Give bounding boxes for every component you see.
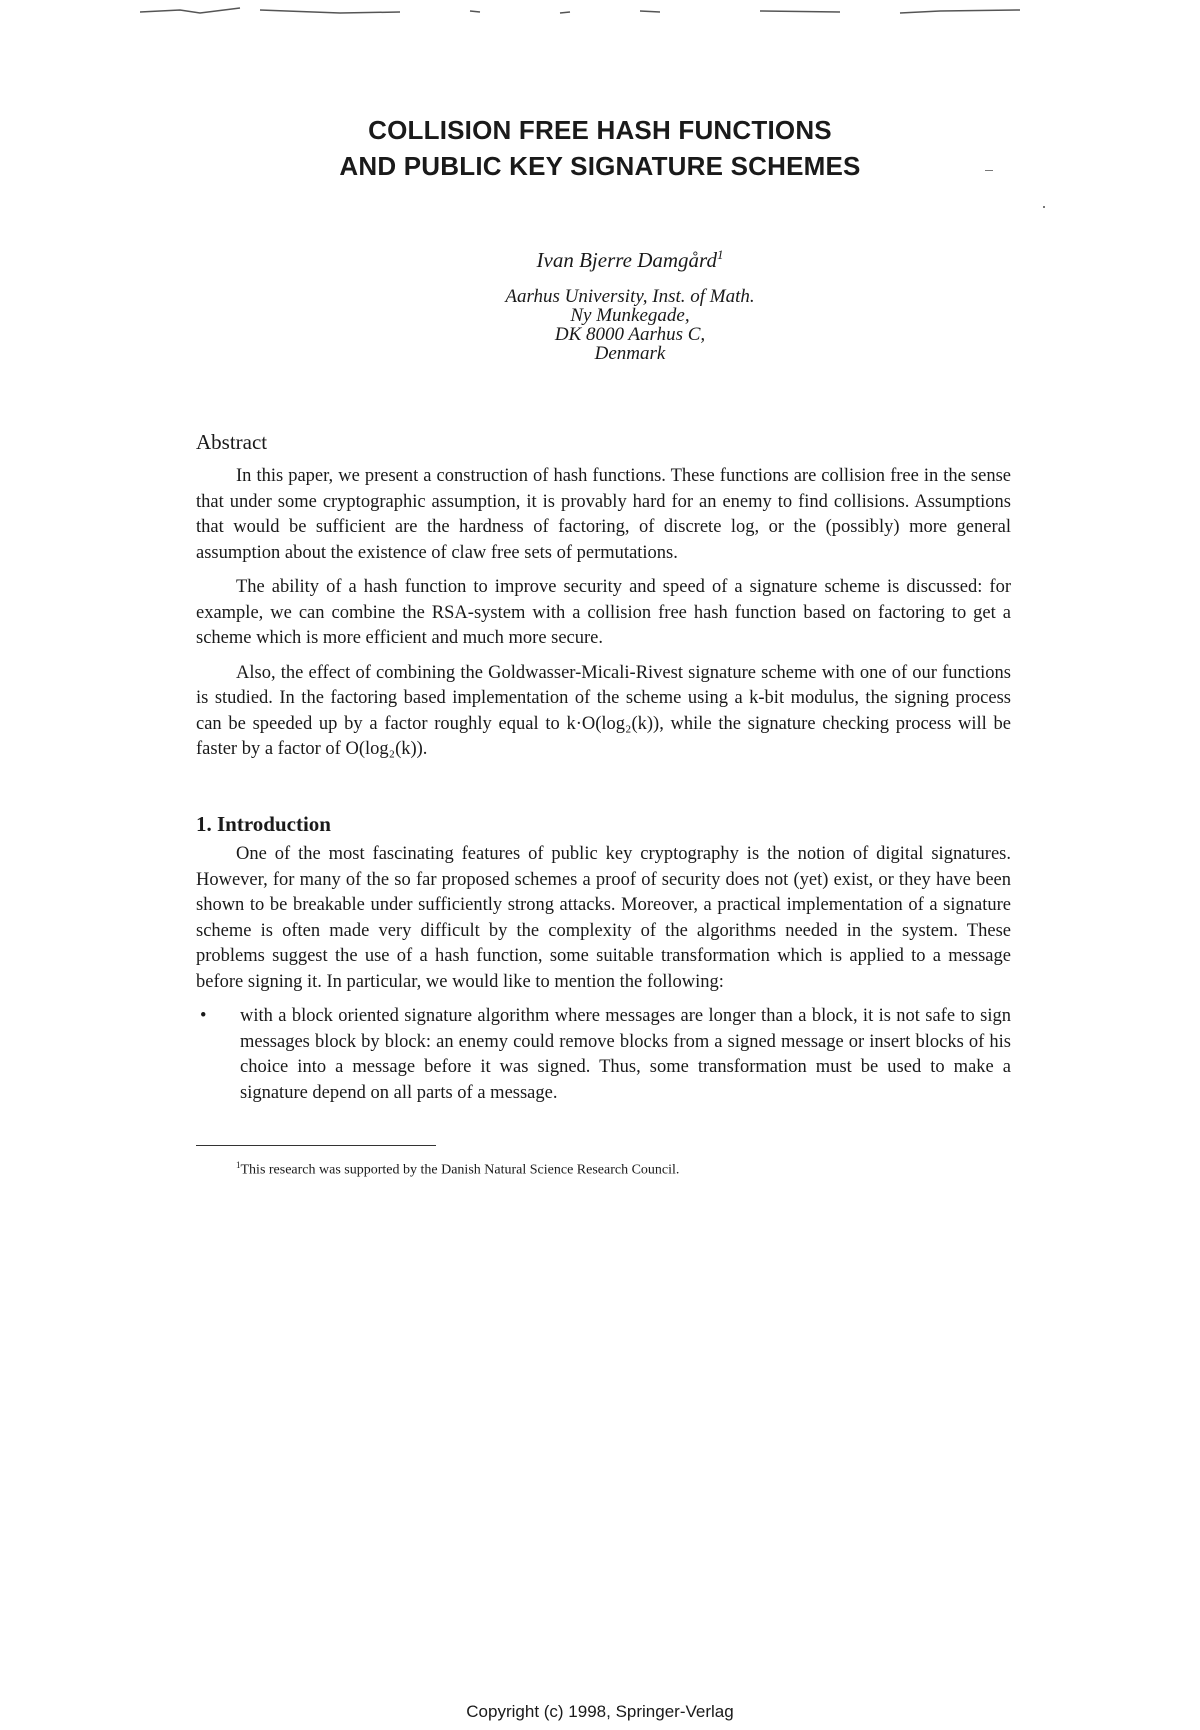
abstract-body [196, 464, 1011, 772]
list-item-text: with a block oriented signature algorithm where messages are longer than a block, it is not safe to sign messages block by block: an enemy could remove blocks from a signed message or insert blocks of his choice into a message before it was signed. Thus, some transformation must be used to make a signature depend on all parts of a message. [240, 1006, 1011, 1103]
introduction-body [196, 842, 1011, 1106]
affiliation-line-3: DK 8000 Aarhus C, [554, 324, 706, 345]
footnote-text: This research was supported by the Danish Natural Science Research Council. [240, 1162, 680, 1178]
author-name [60, 242, 1200, 273]
author-affiliation [60, 287, 1200, 363]
abstract-paragraph-1: In this paper, we present a construction of hash functions. These functions are collision free in the sense that under some cryptographic assumption, it is provably hard for an enemy to find collisions. Assumptions that would be sufficient are the hardness of factoring, of discrete log, or the (possibly) more general assumption about the existence of claw free sets of permutations. [196, 466, 1011, 563]
introduction-heading: 1. Introduction [196, 812, 331, 836]
footnote-mark: 1 [236, 1160, 241, 1170]
abstract-heading: Abstract [196, 430, 268, 454]
author-name-text: Ivan Bjerre Damgård [536, 248, 717, 272]
introduction-paragraph: One of the most fascinating features of public key cryptography is the notion of digital signatures. However, for many of the so far proposed schemes a proof of security does not (yet) exist, or they have been shown to be breakable under sufficiently strong attacks. Moreover, a practical implementation of a signature scheme is often made very difficult by the complexity of the algorithms needed in the system. These problems suggest the use of a hash function, some suitable transformation which is applied to a message before signing it. In particular, we would like to mention the following: [196, 844, 1011, 992]
title-line-1: COLLISION FREE HASH FUNCTIONS [368, 115, 832, 145]
author-block [0, 242, 1200, 363]
abstract-paragraph-2: The ability of a hash function to improve security and speed of a signature scheme is discussed: for example, we can combine the RSA-system with a collision free hash function based on factoring to get a scheme which is more efficient and much more secure. [196, 577, 1011, 648]
title-line-2: AND PUBLIC KEY SIGNATURE SCHEMES [339, 151, 861, 181]
scan-speck [985, 170, 993, 171]
affiliation-line-1: Aarhus University, Inst. of Math. [505, 286, 755, 307]
footnote-divider [196, 1145, 436, 1146]
affiliation-line-2: Ny Munkegade, [570, 305, 690, 326]
abstract-paragraph-3: Also, the effect of combining the Goldwasser-Micali-Rivest signature scheme with one of our functions is studied. In the factoring based implementation of the scheme using a k-bit modulus, the signing process can be speeded up by a factor roughly equal to k·O(log₂(k)), while the signature checking process will be faster by a factor of O(log₂(k)). [196, 662, 1011, 759]
footnote [236, 1160, 679, 1179]
scan-artifact-top [140, 4, 1050, 16]
paper-title [0, 112, 1200, 184]
scan-speck [1043, 206, 1045, 208]
bullet-icon: • [200, 1006, 207, 1026]
copyright-notice: Copyright (c) 1998, Springer-Verlag [466, 1702, 734, 1721]
list-item [196, 1004, 1011, 1106]
author-footnote-mark: 1 [716, 247, 724, 262]
affiliation-line-4: Denmark [594, 343, 666, 364]
